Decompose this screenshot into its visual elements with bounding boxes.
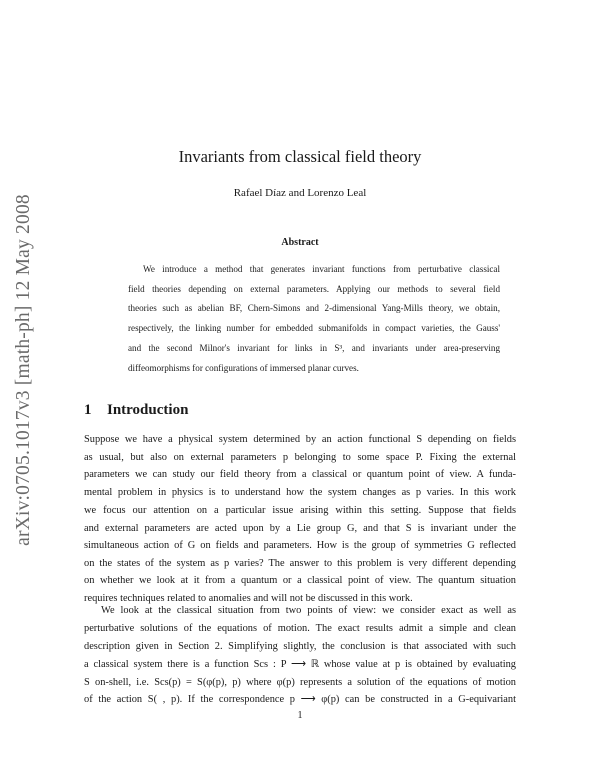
body-line: We look at the classical situation from two points of view: we consider exact as well as xyxy=(101,605,516,616)
section-heading xyxy=(84,402,188,419)
body-line: simultaneous action of G on fields and parameters. How is the group of symmetries G reflected xyxy=(84,540,516,551)
abstract-line: and the second Milnor's invariant for links in S³, and invariants under area-preserving xyxy=(128,343,500,353)
abstract-line: field theories depending on external parameters. Applying our methods to several field xyxy=(128,284,500,294)
body-line: description given in Section 2. Simplifying slightly, the conclusion is that associated with such xyxy=(84,641,516,652)
abstract-heading: Abstract xyxy=(281,237,319,248)
body-line: as usual, but also on external parameters p belonging to some space P. Fixing the external xyxy=(84,452,516,463)
body-line: perturbative solutions of the equations of motion. The exact results admit a simple and clean xyxy=(84,623,516,634)
body-line: parameters we can study our field theory from a classical or quantum point of view. A funda- xyxy=(84,469,516,480)
paper-authors: Rafael Díaz and Lorenzo Leal xyxy=(233,187,367,199)
body-line: S on-shell, i.e. Scs(p) = S(φ(p), p) where φ(p) represents a solution of the equations of motion xyxy=(84,677,516,688)
section-number: 1 xyxy=(84,402,92,418)
abstract-line: theories such as abelian BF, Chern-Simons and 2-dimensional Yang-Mills theory, we obtain, xyxy=(128,303,500,313)
body-line: mental problem in physics is to understand how the system changes as p varies. In this work xyxy=(84,487,516,498)
body-line: of the action S( , p). If the correspondence p ⟶ φ(p) can be constructed in a G-equivariant xyxy=(84,694,516,705)
body-line: Suppose we have a physical system determined by an action functional S depending on fields xyxy=(84,434,516,445)
abstract-line: diffeomorphisms for configurations of immersed planar curves. xyxy=(128,363,359,373)
body-line: we focus our attention on a particular issue arising within this setting. Suppose that fields xyxy=(84,505,516,516)
abstract-line: respectively, the linking number for embedded submanifolds in compact varieties, the Gauss' xyxy=(128,323,500,333)
body-line: on whether we look at it from a quantum or a classical point of view. The quantum situation xyxy=(84,575,516,586)
abstract-line: We introduce a method that generates invariant functions from perturbative classical xyxy=(143,264,500,274)
body-line: and external parameters are acted upon by a Lie group G, and that S is invariant under the xyxy=(84,523,516,534)
body-line: a classical system there is a function Scs : P ⟶ ℝ whose value at p is obtained by evaluating xyxy=(84,659,516,670)
body-line: requires techniques related to anomalies and will not be discussed in this work. xyxy=(84,593,413,604)
page-number: 1 xyxy=(297,710,303,721)
paper-title: Invariants from classical field theory xyxy=(178,147,422,166)
arxiv-identifier: arXiv:0705.1017v3 [math-ph] 12 May 2008 xyxy=(13,194,34,546)
section-title: Introduction xyxy=(107,402,189,418)
body-line: on the states of the system as p varies? The answer to this problem is very different depending xyxy=(84,558,516,569)
